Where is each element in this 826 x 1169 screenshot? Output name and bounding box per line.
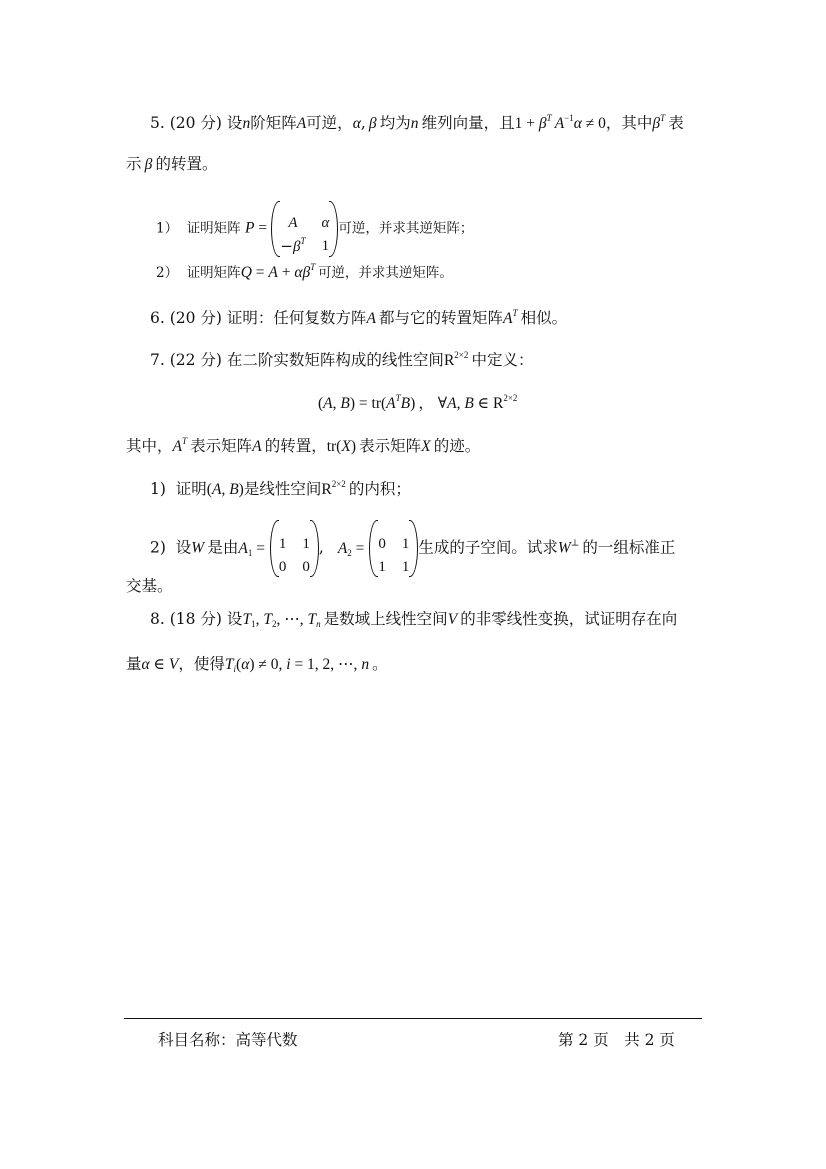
footer-subject: 科目名称：高等代数 [158,1031,298,1049]
footer-page-number: 第 2 页 共 2 页 [558,1031,675,1049]
q8-text: 量 [126,655,142,673]
q8-text: 。 [372,655,388,673]
q5-text: 可逆， [306,114,353,132]
q7-sub2-text: 是由 [207,538,239,557]
q8-line-2: 量α ∈ V，使得$T_i(\alpha) \ne 0$, i = 1, 2, ⋯, n 。 [126,655,388,674]
q7-sub2: 2) 设W 是由$A_1$ = 1 1 0 0 , $A_2$ = 0 1 1 1 生成的子空间。试求W⊥ 的一组标准正 [150,520,675,577]
q7-text: 其中， [126,437,173,455]
q5-text: 的转置。 [155,155,218,173]
q5-sub2-label: 2） [156,265,179,281]
q5-text: 设 [226,114,243,132]
q7-sub2-text: 的一组标准正 [582,538,676,557]
q5-sub1-text: 证明矩阵 [186,220,241,237]
q7-points: (22 分) [169,351,222,369]
q7-line-1: 7. (22 分) 在二阶实数矩阵构成的线性空间$R^{2\times 2}$ 中定义： [150,350,534,369]
q7-sub2-cont [126,576,173,596]
q7-text: 中定义： [471,351,534,369]
q8-text: 的非零线性变换，试证明存在向 [460,610,678,628]
q5-sub2-text: 证明矩阵 [186,265,241,281]
q5-text: ，其中 [605,114,653,132]
q7-text: 的转置， [264,437,327,455]
matrix-a2: 0 1 1 1 [369,520,418,577]
q5-condition: $1 + \beta^T$ $A^{-1}\alpha \ne 0$ [514,113,606,132]
q5-sub2-text: 可逆，并求其逆矩阵。 [317,265,453,281]
footer-divider [124,1018,702,1019]
q6-number: 6. [150,309,165,327]
q7-text: 表示矩阵 [190,437,253,455]
q7-sub2-label: 2) [150,538,166,557]
q7-number: 7. [150,351,165,369]
q8-text: 设 [226,610,243,628]
q7-sub1-text: 是线性空间 [243,480,322,498]
q5-text: 均为 [379,114,411,132]
q5-points: (20 分) [169,114,222,132]
q7-line-2: 其中，$A^T$ 表示矩阵A 的转置，tr(X) 表示矩阵X 的迹。 [126,436,481,455]
q7-inner-product-def: (A, $B) = tr(A^TB)$ ， ∀A, B ∈ $R^{2\times 2}$ [318,393,518,412]
q5-text: 阶矩阵 [250,114,297,132]
q5-sub1-text: 可逆，并求其逆矩阵； [338,220,474,237]
q8-points: (18 分) [169,610,222,628]
q7-sub1: 1) 证明(A, B)是线性空间$R^{2\times 2}$ 的内积； [150,479,411,498]
q7-sub1-label: 1) [150,480,166,498]
q7-sub2-text: 生成的子空间。试求 [418,538,558,557]
q7-sub2-text: 设 [175,538,192,557]
q5-text: 维列向量，且 [421,114,515,132]
q6-text: 相似。 [520,309,568,327]
q8-text: ，使得 [178,655,225,673]
q5-sub1: 1） 证明矩阵 P = A α $-\beta^T$ 1 可逆，并求其逆矩阵； [156,201,473,257]
q6-text: 都与它的转置矩阵 [379,309,504,327]
q5-sub2: 2） 证明矩阵$Q = A + \alpha\beta^T$ 可逆，并求其逆矩阵。 [156,262,453,281]
q5-line-1: 5. (20 分) 设n阶矩阵A可逆，α, β 均为n 维列向量，且$1 + \beta^T$ $A^{-1}\alpha \ne 0$，其中$\beta^T$ 表 [150,113,684,132]
q6-text: 证明：任何复数方阵 [226,309,367,327]
q5-line-2: 示 β 的转置。 [126,155,218,173]
q5-number: 5. [150,114,165,132]
q6-points: (20 分) [169,309,222,327]
q7-text: 在二阶实数矩阵构成的线性空间 [226,351,444,369]
q7-sub1-text: 的内积； [348,480,411,498]
q7-sub2-text: 交基。 [126,577,173,595]
q6-line: 6. (20 分) 证明：任何复数方阵A 都与它的转置矩阵$A^T$ 相似。 [150,308,568,327]
q8-number: 8. [150,610,165,628]
matrix-a1: 1 1 0 0 [270,520,319,577]
matrix-p: A α $-\beta^T$ 1 [271,201,338,257]
q7-text: 表示矩阵 [359,437,422,455]
q7-text: 的迹。 [433,437,481,455]
q5-text: 示 [126,155,142,173]
q8-text: 是数域上线性空间 [323,610,448,628]
q5-text: 表 [668,114,684,132]
q7-sub1-text: 证明 [175,480,207,498]
q8-line-1: 8. (18 分) 设$T_1$, $T_2$, ⋯, $T_n$ 是数域上线性空间V 的非零线性变换，试证明存在向 [150,610,678,629]
q5-sub1-label: 1） [156,220,179,237]
